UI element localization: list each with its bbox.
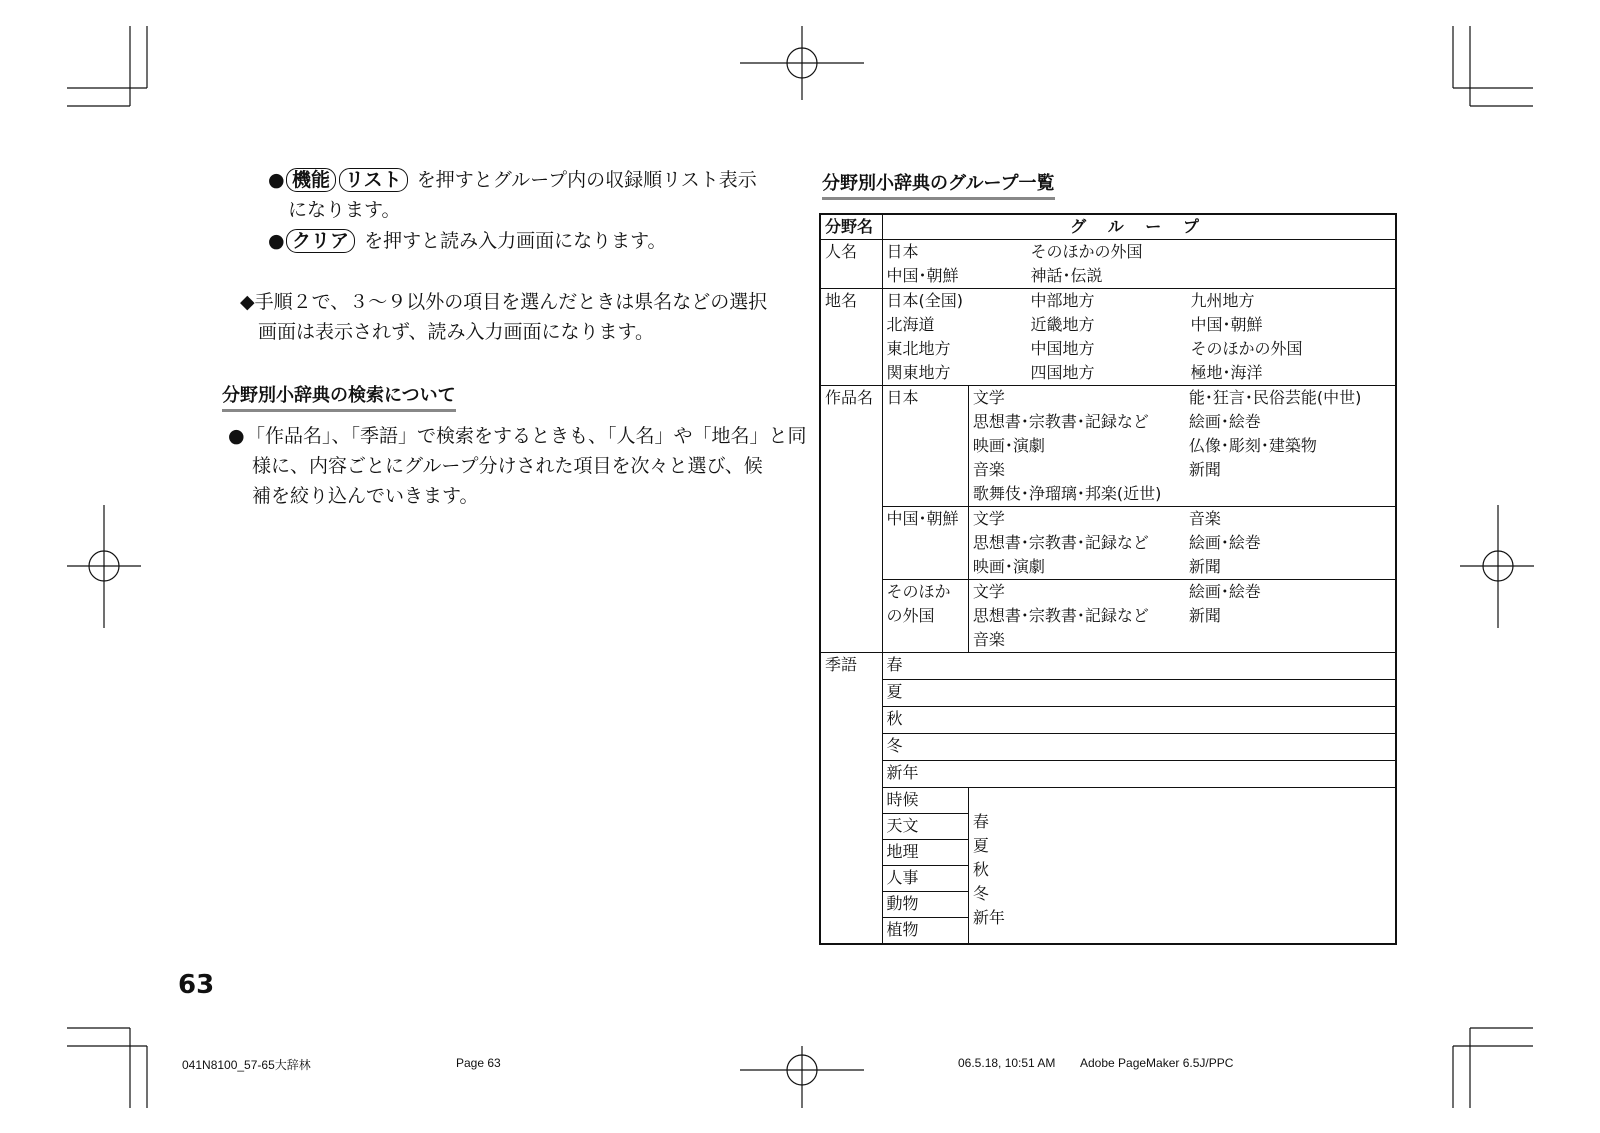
section-heading-search: 分野別小辞典の検索について bbox=[222, 384, 456, 412]
key-clear: クリア bbox=[286, 229, 355, 253]
groups-chimei: 日本(全国) 北海道 東北地方 関東地方 中部地方 近畿地方 中国地方 四国地方 九州地方 中国･朝鮮 そのほかの外国 極地･海洋 bbox=[882, 289, 1396, 386]
bullet1-text: を押すとグループ内の収録順リスト表示 bbox=[416, 169, 757, 191]
table-row bbox=[820, 386, 1396, 507]
season-winter: 冬 bbox=[882, 734, 1396, 761]
para-line-3: 補を絞り込んでいきます。 bbox=[252, 485, 479, 507]
field-kigo: 季語 bbox=[820, 653, 882, 944]
kigo-category: 動物 bbox=[882, 892, 968, 918]
groups-jinmei: 日本 中国･朝鮮 そのほかの外国 神話･伝説 bbox=[882, 240, 1396, 289]
group-table bbox=[819, 213, 1397, 945]
para-line-1: ●「作品名」、「季語」で検索をするときも、「人名」や「地名」と同 bbox=[228, 422, 807, 451]
bullet-line-1 bbox=[268, 166, 757, 195]
groups-sakuhin-japan: 文学 思想書･宗教書･記録など 映画･演劇 音楽 歌舞伎･浄瑠璃･邦楽(近世) 能･狂言･民俗芸能(中世) 絵画･絵巻 仏像･彫刻･建築物 新聞 bbox=[968, 386, 1395, 507]
kigo-sub-seasons: 春 夏 秋 冬 新年 bbox=[968, 788, 1395, 944]
season-newyear: 新年 bbox=[882, 761, 1396, 788]
footer-timestamp: 06.5.18, 10:51 AM bbox=[958, 1056, 1056, 1070]
key-list: リスト bbox=[339, 168, 408, 192]
footer-app: Adobe PageMaker 6.5J/PPC bbox=[1080, 1056, 1234, 1070]
sub-other: そのほか の外国 bbox=[882, 580, 968, 653]
table-row bbox=[820, 580, 1396, 653]
kigo-category: 時候 bbox=[882, 788, 968, 814]
kigo-category: 植物 bbox=[882, 918, 968, 944]
groups-sakuhin-china: 文学 思想書･宗教書･記録など 映画･演劇 音楽 絵画･絵巻 新聞 bbox=[968, 507, 1395, 580]
field-chimei: 地名 bbox=[820, 289, 882, 386]
table-row bbox=[820, 507, 1396, 580]
note-line-1: ◆手順２で、３～９以外の項目を選んだときは県名などの選択 bbox=[240, 291, 768, 313]
season-summer: 夏 bbox=[882, 680, 1396, 707]
table-heading: 分野別小辞典のグループ一覧 bbox=[822, 172, 1055, 200]
bullet-line-2 bbox=[268, 227, 667, 256]
sub-china: 中国･朝鮮 bbox=[882, 507, 968, 580]
page-number: 63 bbox=[178, 970, 215, 1000]
table-row bbox=[820, 680, 1396, 707]
table-row bbox=[820, 734, 1396, 761]
table-row bbox=[820, 761, 1396, 788]
para-line-2: 様に、内容ごとにグループ分けされた項目を次々と選び、候 bbox=[252, 455, 763, 477]
header-group: グ ル ー プ bbox=[882, 214, 1396, 240]
kigo-category: 天文 bbox=[882, 814, 968, 840]
footer-page: Page 63 bbox=[456, 1056, 501, 1070]
sub-japan: 日本 bbox=[882, 386, 968, 507]
bullet-dot-icon: ● bbox=[268, 169, 285, 191]
field-jinmei: 人名 bbox=[820, 240, 882, 289]
bullet-dot-icon: ● bbox=[268, 230, 285, 252]
kigo-category: 人事 bbox=[882, 866, 968, 892]
bullet2-text: を押すと読み入力画面になります。 bbox=[364, 230, 667, 252]
table-row bbox=[820, 788, 1396, 814]
footer-file: 041N8100_57-65大辞林 bbox=[182, 1058, 311, 1072]
table-row bbox=[820, 289, 1396, 386]
bullet1-continuation: になります。 bbox=[288, 199, 401, 221]
note-line-2: 画面は表示されず、読み入力画面になります。 bbox=[258, 321, 654, 343]
table-row bbox=[820, 707, 1396, 734]
kigo-category: 地理 bbox=[882, 840, 968, 866]
season-autumn: 秋 bbox=[882, 707, 1396, 734]
table-header-row bbox=[820, 214, 1396, 240]
season-spring: 春 bbox=[882, 653, 1396, 680]
header-field: 分野名 bbox=[820, 214, 882, 240]
groups-sakuhin-other: 文学 思想書･宗教書･記録など 音楽 絵画･絵巻 新聞 bbox=[968, 580, 1395, 653]
table-row bbox=[820, 653, 1396, 680]
field-sakuhin: 作品名 bbox=[820, 386, 882, 653]
table-row bbox=[820, 240, 1396, 289]
bullet-dot-icon: ● bbox=[228, 425, 245, 447]
key-kinou: 機能 bbox=[286, 168, 336, 192]
